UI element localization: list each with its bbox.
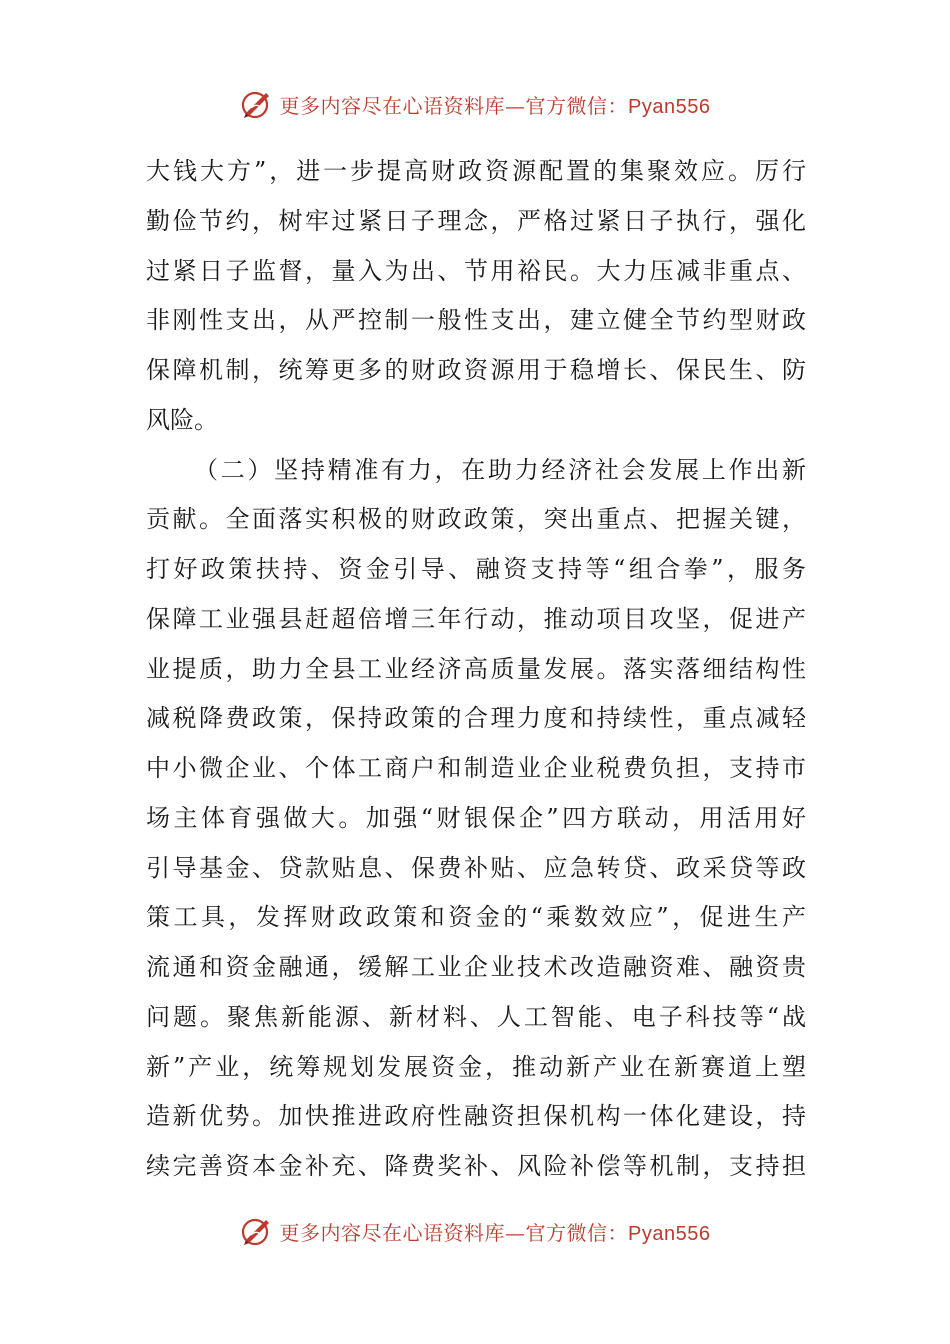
watermark-handle: Pyan556 (628, 95, 711, 118)
section-heading-line: （二）坚持精准有力，在助力经济社会发展上作出新 (194, 455, 806, 484)
watermark-label: 官方微信： (525, 1220, 629, 1245)
text-line: 减税降费政策，保持政策的合理力度和持续性，重点减轻 (146, 704, 806, 733)
watermark-header (0, 84, 950, 124)
text-line: 风险。 (146, 405, 218, 434)
text-line: 过紧日子监督，量入为出、节用裕民。大力压减非重点、 (146, 256, 806, 285)
text-line: 勤俭节约，树牢过紧日子理念，严格过紧日子执行，强化 (146, 206, 806, 235)
text-line: 新”产业，统筹规划发展资金，推动新产业在新赛道上塑 (146, 1052, 806, 1081)
paragraph-1 (146, 147, 806, 446)
text-line: 问题。聚焦新能源、新材料、人工智能、电子科技等“战 (146, 1002, 806, 1031)
text-line: 打好政策扶持、资金引导、融资支持等“组合拳”，服务 (146, 555, 806, 583)
text-line: 大钱大方”，进一步提高财政资源配置的集聚效应。厉行 (146, 157, 806, 185)
text-line: 流通和资金融通，缓解工业企业技术改造融资难、融资贵 (146, 953, 806, 981)
text-line: 策工具，发挥财政政策和资金的“乘数效应”，促进生产 (146, 903, 806, 932)
text-line: 造新优势。加快推进政府性融资担保机构一体化建设，持 (146, 1102, 806, 1131)
watermark-footer (0, 1211, 950, 1251)
pen-circle-logo-icon (240, 1214, 274, 1248)
text-line: 非刚性支出，从严控制一般性支出，建立健全节约型财政 (146, 306, 806, 335)
paragraph-2 (146, 446, 806, 1192)
text-line: 业提质，助力全县工业经济高质量发展。落实落细结构性 (146, 654, 806, 683)
text-line: 续完善资本金补充、降费奖补、风险补偿等机制，支持担 (146, 1152, 806, 1180)
watermark-text: 更多内容尽在心语资料库 (279, 93, 506, 118)
watermark-label: 官方微信： (525, 93, 629, 118)
text-line: 引导基金、贷款贴息、保费补贴、应急转贷、政采贷等政 (146, 853, 806, 882)
watermark-separator: — (505, 1220, 526, 1245)
text-line: 保障工业强县赶超倍增三年行动，推动项目攻坚，促进产 (146, 604, 806, 633)
document-body (146, 147, 806, 1192)
watermark-handle: Pyan556 (628, 1222, 711, 1245)
text-line: 场主体育强做大。加强“财银保企”四方联动，用活用好 (146, 803, 806, 832)
watermark-text: 更多内容尽在心语资料库 (279, 1220, 506, 1245)
text-line: 贡献。全面落实积极的财政政策，突出重点、把握关键， (146, 505, 806, 534)
watermark-separator: — (505, 93, 526, 118)
pen-circle-logo-icon (240, 87, 274, 121)
text-line: 中小微企业、个体工商户和制造业企业税费负担，支持市 (146, 754, 806, 782)
text-line: 保障机制，统筹更多的财政资源用于稳增长、保民生、防 (146, 356, 806, 384)
